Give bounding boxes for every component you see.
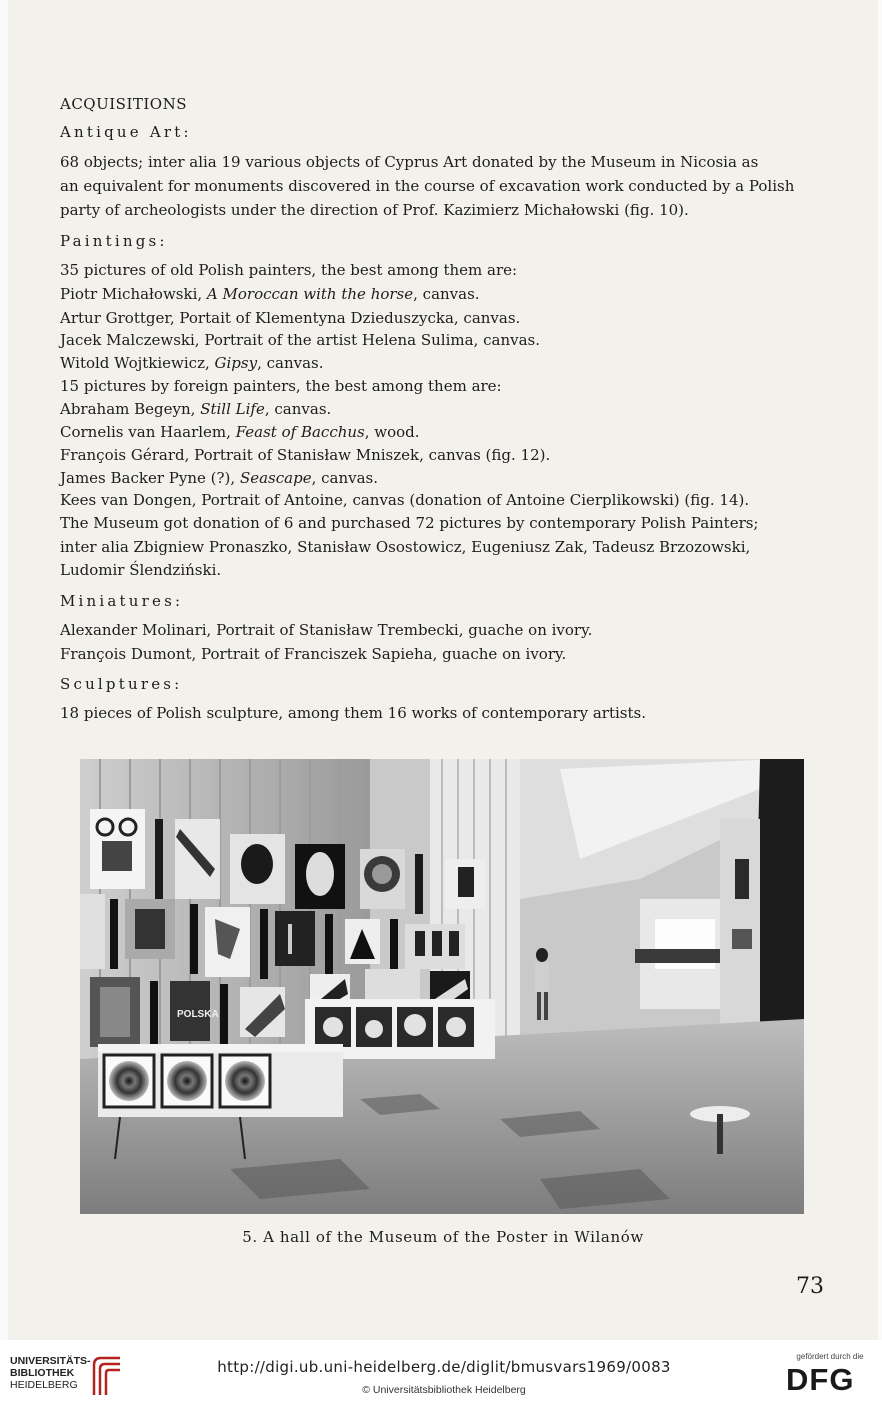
page-number: 73 [796,1274,824,1299]
hall-photo-drawing [80,759,804,1214]
page-margin-right [878,0,882,1340]
paintings-line-10: James Backer Pyne (?), Seascape, canvas. [60,469,379,487]
paintings-line-3: Artur Grottger, Portait of Klementyna Dzieduszycka, canvas. [60,309,521,327]
paintings-line-2: Piotr Michałowski, A Moroccan with the horse, canvas. [60,285,480,303]
section-title-antique-art: Antique Art: [60,123,192,141]
antique-line-2: an equivalent for monuments discovered in the course of excavation work conducted by a Polish [60,177,795,195]
paintings-line-6: 15 pictures by foreign painters, the best among them are: [60,377,502,395]
paintings-line-8: Cornelis van Haarlem, Feast of Bacchus, wood. [60,423,420,441]
paintings-line-7: Abraham Begeyn, Still Life, canvas. [60,400,332,418]
miniatures-line-2: François Dumont, Portrait of Franciszek Sapieha, guache on ivory. [60,645,567,663]
scanned-page [8,0,878,1340]
permalink-url[interactable]: http://digi.ub.uni-heidelberg.de/diglit/bmusvars1969/0083 [217,1358,671,1376]
copyright-notice: © Universitätsbibliothek Heidelberg [362,1384,526,1396]
section-title-paintings: Paintings: [60,232,168,250]
miniatures-line-1: Alexander Molinari, Portrait of Stanisław Trembecki, guache on ivory. [60,621,593,639]
library-line-3: HEIDELBERG [10,1379,78,1391]
museum-hall-photograph [80,759,804,1214]
dfg-logo[interactable]: DFG [786,1362,855,1397]
library-line-2: BIBLIOTHEK [10,1367,75,1379]
antique-line-3: party of archeologists under the direction of Prof. Kazimierz Michałowski (fig. 10). [60,201,689,219]
paintings-line-11: Kees van Dongen, Portrait of Antoine, canvas (donation of Antoine Cierplikowski) (fig. 14). [60,491,750,509]
antique-line-1: 68 objects; inter alia 19 various objects of Cyprus Art donated by the Museum in Nicosia as [60,153,759,171]
page-heading: ACQUISITIONS [60,95,188,113]
polska-poster-text: POLSKA [177,1009,219,1020]
university-library-logo[interactable] [10,1355,130,1395]
paintings-line-13: inter alia Zbigniew Pronaszko, Stanisław Osostowicz, Eugeniusz Zak, Tadeusz Brzozowski, [60,538,751,556]
paintings-line-5: Witold Wojtkiewicz, Gipsy, canvas. [60,354,324,372]
page-margin-left [0,0,8,1340]
paintings-line-9: François Gérard, Portrait of Stanisław Mniszek, canvas (fig. 12). [60,446,551,464]
library-name [10,1355,91,1391]
paintings-line-4: Jacek Malczewski, Portrait of the artist Helena Sulima, canvas. [60,331,540,349]
photo-caption: 5. A hall of the Museum of the Poster in Wilanów [242,1228,644,1246]
library-line-1: UNIVERSITÄTS- [10,1355,91,1367]
funded-by-label: gefördert durch die [796,1352,864,1361]
section-title-sculptures: Sculptures: [60,675,183,693]
library-emblem-icon [90,1355,126,1397]
paintings-line-12: The Museum got donation of 6 and purchased 72 pictures by contemporary Polish Painters; [60,514,759,532]
paintings-line-1: 35 pictures of old Polish painters, the best among them are: [60,261,518,279]
section-title-miniatures: Miniatures: [60,592,184,610]
digitization-footer [0,1340,882,1406]
paintings-line-14: Ludomir Ślendziński. [60,561,222,579]
sculptures-line-1: 18 pieces of Polish sculpture, among them 16 works of contemporary artists. [60,704,646,722]
